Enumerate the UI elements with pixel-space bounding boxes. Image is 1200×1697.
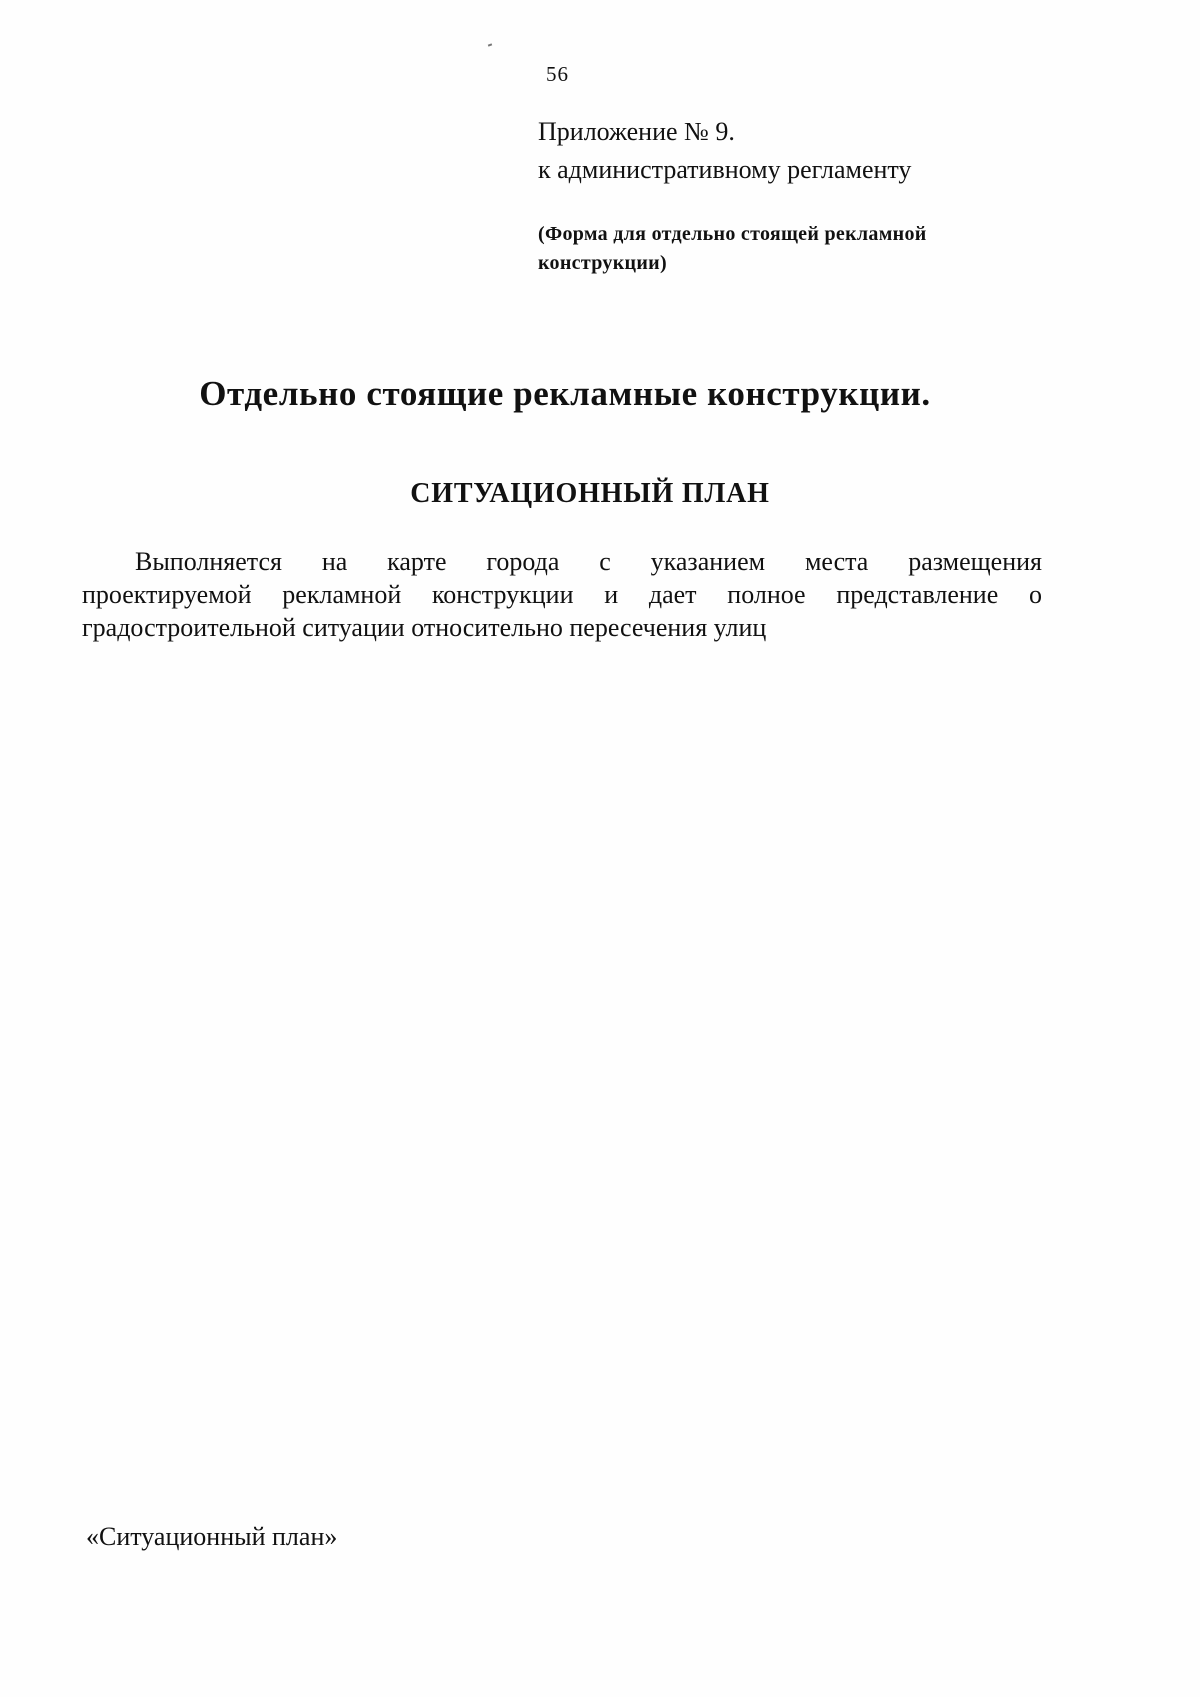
appendix-reference: к административному регламенту bbox=[538, 155, 912, 184]
word: полное bbox=[727, 580, 806, 609]
word: проектируемой bbox=[82, 580, 252, 609]
word: на bbox=[321, 547, 348, 576]
scan-speck bbox=[488, 43, 492, 46]
word: с bbox=[599, 547, 611, 576]
word: конструкции bbox=[432, 580, 574, 609]
form-note bbox=[538, 220, 1018, 278]
word: рекламной bbox=[282, 580, 402, 609]
word: и bbox=[604, 580, 619, 609]
word: о bbox=[1029, 580, 1042, 609]
section-title: СИТУАЦИОННЫЙ ПЛАН bbox=[410, 478, 770, 509]
word: Выполняется bbox=[135, 547, 282, 576]
description-line-3: градостроительной ситуации относительно пересечения улиц bbox=[82, 613, 767, 642]
description-line-2 bbox=[82, 578, 1042, 611]
word: представление bbox=[836, 580, 999, 609]
appendix-number: Приложение № 9. bbox=[538, 117, 735, 146]
word: места bbox=[804, 547, 869, 576]
main-title: Отдельно стоящие рекламные конструкции. bbox=[199, 374, 931, 413]
description-paragraph bbox=[82, 545, 1042, 644]
word: города bbox=[486, 547, 560, 576]
word: дает bbox=[648, 580, 697, 609]
page-number: 56 bbox=[546, 62, 569, 86]
word: указанием bbox=[650, 547, 766, 576]
word: размещения bbox=[908, 547, 1042, 576]
word: карте bbox=[387, 547, 447, 576]
situation-plan-caption: «Ситуационный план» bbox=[86, 1522, 338, 1551]
form-note-line-1: (Форма для отдельно стоящей рекламной bbox=[538, 223, 927, 245]
appendix-header bbox=[538, 113, 1058, 189]
description-line-1 bbox=[82, 545, 1042, 578]
form-note-line-2: конструкции) bbox=[538, 252, 667, 274]
